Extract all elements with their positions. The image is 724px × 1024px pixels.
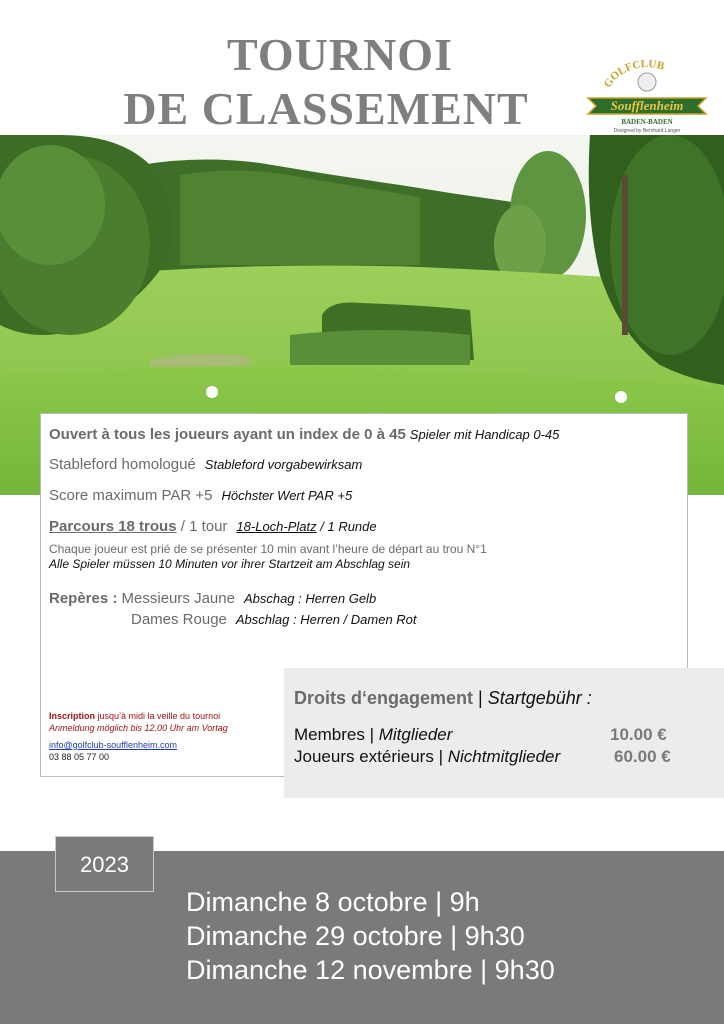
tees-label: Repères : [49, 590, 118, 607]
date-1: Dimanche 8 octobre | 9h [186, 887, 480, 917]
members-de: Mitglieder [378, 725, 453, 744]
svg-text:Designed by Bernhard Langer: Designed by Bernhard Langer [613, 128, 681, 134]
note-fr: Chaque joueur est prié de se présenter 10 min avant l’heure de départ au trou N°1 [49, 542, 487, 556]
title-line-2: DE CLASSEMENT [123, 83, 529, 134]
score-line [49, 487, 352, 504]
tees-women-de: Abschlag : Herren / Damen Rot [235, 612, 417, 627]
fees-members-row [294, 725, 452, 745]
fees-title [294, 688, 592, 709]
members-fr: Membres | [294, 725, 379, 744]
registration-line [49, 711, 220, 721]
score-de: Höchster Wert PAR +5 [221, 488, 353, 503]
course-de-rest: / 1 Runde [316, 519, 377, 534]
date-3: Dimanche 12 novembre | 9h30 [186, 955, 555, 985]
date-2: Dimanche 29 octobre | 9h30 [186, 921, 525, 951]
eligibility-fr: Ouvert à tous les joueurs ayant un index de 0 à 45 [49, 426, 406, 443]
registration-label: Inscription [49, 711, 96, 721]
tees-men-fr: Messieurs Jaune [121, 590, 235, 607]
svg-text:Soufflenheim: Soufflenheim [610, 98, 684, 113]
svg-text:GOLFCLUB: GOLFCLUB [601, 60, 666, 90]
registration-text: jusqu’à midi la veille du tournoi [95, 711, 221, 721]
tees-men-de: Abschag : Herren Gelb [243, 591, 377, 606]
title-line-1: TOURNOI [227, 29, 453, 80]
email-link[interactable]: info@golfclub-soufflenheim.com [49, 740, 178, 750]
guests-de: Nichtmitglieder [447, 747, 561, 766]
score-fr: Score maximum PAR +5 [49, 487, 213, 504]
guests-fr: Joueurs extérieurs | [294, 747, 448, 766]
year-badge: 2023 [55, 836, 154, 892]
course-line [49, 518, 377, 535]
course-fr-rest: / 1 tour [176, 518, 228, 535]
format-de: Stableford vorgabewirksam [204, 457, 363, 472]
eligibility-de: Spieler mit Handicap 0-45 [409, 427, 560, 442]
fees-title-de: Startgebühr : [487, 688, 592, 708]
tees-men-line [49, 590, 376, 607]
fees-title-fr: Droits d‘engagement [294, 688, 474, 708]
members-price: 10.00 € [610, 725, 667, 744]
tees-women-fr: Dames Rouge [131, 611, 227, 628]
tees-women-line [131, 611, 417, 628]
format-fr: Stableford homologué [49, 456, 196, 473]
eligibility-line [49, 426, 559, 443]
format-line [49, 456, 362, 473]
fees-title-sep: | [473, 688, 488, 708]
course-fr-bold: Parcours 18 trous [49, 518, 177, 535]
fees-box [284, 668, 724, 798]
guests-price: 60.00 € [614, 747, 671, 766]
phone-number: 03 88 05 77 00 [49, 752, 110, 762]
note-de: Alle Spieler müssen 10 Minuten vor ihrer Startzeit am Abschlag sein [49, 557, 411, 571]
fees-guests-row [294, 747, 560, 767]
svg-text:BADEN-BADEN: BADEN-BADEN [621, 118, 673, 126]
course-de: 18-Loch-Platz [236, 519, 317, 534]
registration-de: Anmeldung möglich bis 12.00 Uhr am Vortag [49, 723, 228, 733]
